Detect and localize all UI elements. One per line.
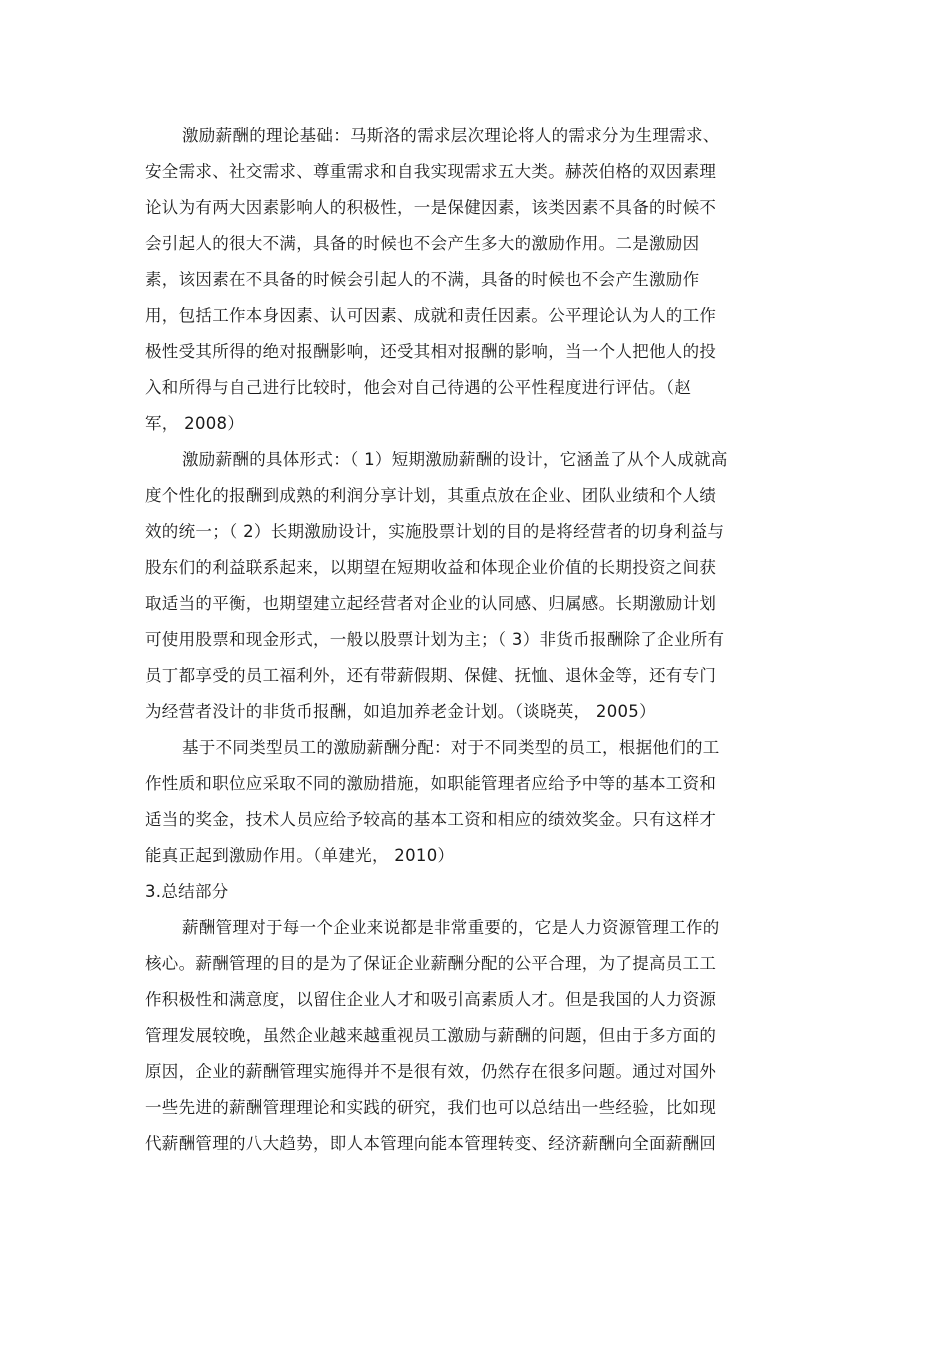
text-line: 核心。薪酬管理的目的是为了保证企业薪酬分配的公平合理，为了提高员工工 [145,954,717,973]
text-line: 可使用股票和现金形式，一般以股票计划为主；（ 3）非货币报酬除了企业所有 [145,630,725,649]
text-line: 安全需求、社交需求、尊重需求和自我实现需求五大类。赫茨伯格的双因素理 [145,162,717,181]
text-line: 会引起人的很大不满，具备的时候也不会产生多大的激励作用。二是激励因 [145,234,700,253]
text-line: 入和所得与自己进行比较时，他会对自己待遇的公平性程度进行评估。（赵 [145,378,692,397]
text-line: 原因，企业的薪酬管理实施得并不是很有效，仍然存在很多问题。通过对国外 [145,1062,717,1081]
text-line: 军， 2008） [145,414,245,433]
text-line: 极性受其所得的绝对报酬影响，还受其相对报酬的影响，当一个人把他人的投 [145,342,717,361]
text-line: 代薪酬管理的八大趋势，即人本管理向能本管理转变、经济薪酬向全面薪酬回 [145,1134,717,1153]
text-line: 薪酬管理对于每一个企业来说都是非常重要的，它是人力资源管理工作的 [182,918,720,937]
text-line: 管理发展较晚，虽然企业越来越重视员工激励与薪酬的问题，但由于多方面的 [145,1026,717,1045]
text-line: 素，该因素在不具备的时候会引起人的不满，具备的时候也不会产生激励作 [145,270,700,289]
text-line: 员丁都享受的员工福利外，还有带薪假期、保健、抚恤、退休金等，还有专门 [145,666,717,685]
section-heading: 3.总结部分 [145,882,229,901]
text-line: 适当的奖金，技术人员应给予较高的基本工资和相应的绩效奖金。只有这样才 [145,810,717,829]
text-line: 为经营者没计的非货币报酬，如追加养老金计划。（谈晓英， 2005） [145,702,656,721]
text-line: 作积极性和满意度，以留住企业人才和吸引高素质人才。但是我国的人力资源 [145,990,717,1009]
text-line: 基于不同类型员工的激励薪酬分配：对于不同类型的员工，根据他们的工 [182,738,720,757]
text-line: 激励薪酬的理论基础：马斯洛的需求层次理论将人的需求分为生理需求、 [182,126,720,145]
text-line: 激励薪酬的具体形式：（ 1）短期激励薪酬的设计，它涵盖了从个人成就高 [182,450,728,469]
text-line: 论认为有两大因素影响人的积极性，一是保健因素，该类因素不具备的时候不 [145,198,717,217]
text-line: 能真正起到激励作用。（单建光， 2010） [145,846,455,865]
text-line: 股东们的利益联系起来，以期望在短期收益和体现企业价值的长期投资之间获 [145,558,717,577]
text-line: 一些先进的薪酬管理理论和实践的研究，我们也可以总结出一些经验，比如现 [145,1098,717,1117]
text-line: 用，包括工作本身因素、认可因素、成就和责任因素。公平理论认为人的工作 [145,306,717,325]
text-line: 度个性化的报酬到成熟的利润分享计划，其重点放在企业、团队业绩和个人绩 [145,486,717,505]
text-line: 效的统一；（ 2）长期激励设计，实施股票计划的目的是将经营者的切身利益与 [145,522,725,541]
text-line: 取适当的平衡，也期望建立起经营者对企业的认同感、归属感。长期激励计划 [145,594,717,613]
text-line: 作性质和职位应采取不同的激励措施，如职能管理者应给予中等的基本工资和 [145,774,717,793]
